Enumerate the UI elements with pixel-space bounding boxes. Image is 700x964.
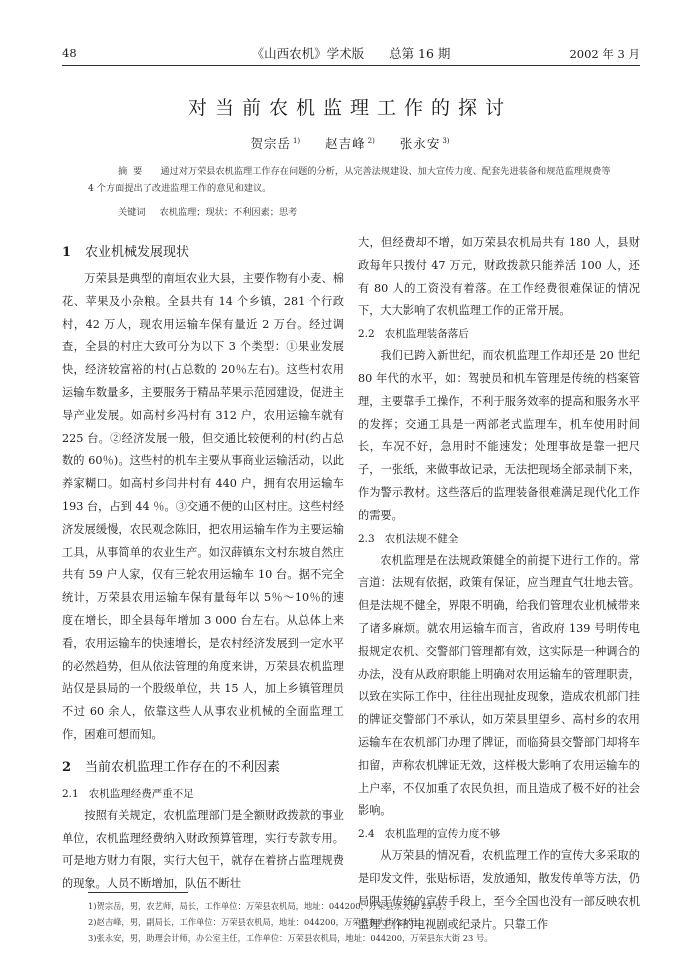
keywords (118, 204, 612, 218)
header-divider (62, 65, 640, 66)
footnotes (88, 898, 648, 946)
keywords-text: 农机监理；现状；不利因素；思考 (159, 207, 298, 218)
subsection-heading: 2.2 农机监理装备落后 (358, 328, 469, 341)
footnote: 1)贺宗岳，男，农艺师，局长，工作单位：万荣县农机局，地址：044200，万荣县东大街 23 号。 (88, 901, 452, 911)
footnote: 3)张永安，男，助理会计师，办公室主任，工作单位：万荣县农机局，地址：044200，万荣县东大街 23 号。 (88, 933, 493, 943)
author-list (0, 134, 700, 152)
paragraph: 农机监理是在法规政策健全的前提下进行工作的。常言道：法规有依据，政策有保证，应当理直气壮地去管。但是法规不健全，界限不明确，给我们管理农业机械带来了诸多麻烦。就农用运输车而言，省政府 139 号明传电报规定农机、交警部门管理都有效，这实际是一种调合的办法，没有从政府职能上明确对农用运输车的管理职责，以致在实际工作中，往往出现扯皮现象，造成农机部门挂的牌证交警部门不承认，如万荣县里望乡、高村乡的农用运输车在农机部门办理了牌证，而临猗县交警部门却将车扣留，声称农机牌证无效，这样极大影响了农用运输车的上户率，不仅加重了农民负担，而且造成了极不好的社会影响。 (358, 553, 640, 818)
section-heading: 1 农业机械发展现状 (62, 245, 190, 260)
abstract-text: 通过对万荣县农机监理工作存在问题的分析，从完善法规建设、加大宣传力度、配套先进装备和规范监理规费等 4 个方面提出了改进监理工作的意见和建议。 (88, 166, 611, 194)
left-column (62, 232, 344, 896)
page-number: 48 (62, 46, 77, 60)
section-heading: 2 当前农机监理工作存在的不利因素 (62, 759, 281, 775)
author: 赵吉峰 $^{2)}$ (325, 136, 375, 151)
footnote-divider (88, 892, 188, 893)
abstract (88, 163, 612, 197)
journal-title: 《山西农机》学术版 总第 16 期 (251, 46, 451, 61)
issue-date: 2002 年 3 月 (569, 47, 640, 61)
right-column (358, 232, 640, 936)
paragraph: 万荣县是典型的南垣农业大县，主要作物有小麦、棉花、苹果及小杂粮。全县共有 14 个乡镇，281 个行政村，42 万人，现农用运输车保有量近 2 万台。经过调查，全县的村庄大致可分为以下 3 个类型：①果业发展快，经济较富裕的村(占总数的 20％左右)。这些村农用运输车数量多，主要服务于精品苹果示范园建设，促进主导产业发展。如高村乡冯村有 312 户，农用运输车就有 225 台。②经济发展一般，但交通比较便利的村(约占总数的 60％)。这些村的机车主要从事商业运输活动，以此养家糊口。如高村乡闫井村有 440 户，拥有农用运输车 193 台，占到 44 ％。③交通不便的山区村庄。这些村经济发展缓慢，农民观念陈旧，把农用运输车作为主要运输工具，从事简单的农业生产。如汉薛镇东文村东坡自然庄共有 59 户人家，仅有三轮农用运输车 10 台。据不完全统计，万荣县农用运输车保有量每年以 5％～10％的速度在增长，即全县每年增加 3 000 台左右。从总体上来看，农用运输车的快速增长，是农村经济发展到一定水平的必然趋势，但从依法管理的角度来讲，万荣县农机监理站仅是县局的一个股级单位，共 15 人，加上乡镇管理员不过 60 余人，依靠这些人从事农业机械的全面监理工作，困难可想而知。 (62, 272, 344, 741)
subsection-heading: 2.1 农机监理经费严重不足 (62, 787, 194, 800)
subsection-heading: 2.3 农机法规不健全 (358, 532, 459, 545)
paragraph: 从万荣县的情况看，农机监理工作的宣传大多采取的是印发文件，张贴标语，发放通知，散发传单等方法，仍局限于传统的宣传手段上，至今全国也没有一部反映农机监理工作的电视剧或纪录片。只靠工作 (358, 849, 640, 931)
article-title: 对当前农机监理工作的探讨 (187, 97, 512, 119)
paragraph: 按照有关规定，农机监理部门是全额财政拨款的事业单位，农机监理经费纳入财政预算管理，实行专款专用。可是地方财力有限，实行大包干，就存在着挤占监理规费的现象。人员不断增加，队伍不断壮 (62, 808, 344, 891)
author: 贺宗岳 $^{1)}$ (250, 136, 301, 151)
paragraph: 大，但经费却不增，如万荣县农机局共有 180 人，县财政每年只拨付 47 万元，财政拨款只能养活 100 人，还有 80 人的工资没有着落。在工作经费很难保证的情况下，大大影响了农机监理工作的正常开展。 (358, 236, 640, 318)
page-header (62, 44, 640, 62)
abstract-label: 摘要 (118, 166, 149, 177)
paragraph: 我们已跨入新世纪，而农机监理工作却还是 20 世纪 80 年代的水平，如：驾驶员和机车管理是传统的档案管理，主要靠手工操作，不利于服务效率的提高和服务水平的发挥；交通工具是一两部老式监理车，机车使用时间长，车况不好，急用时不能速发；处理事故是靠一把尺子，一张纸，来做事故记录，无法把现场全部录制下来，作为警示教材。这些落后的监理装备很难满足现代化工作的需要。 (358, 349, 640, 522)
author: 张永安 $^{3)}$ (399, 136, 450, 151)
subsection-heading: 2.4 农机监理的宣传力度不够 (358, 828, 501, 841)
footnote: 2)赵吉峰，男，副局长，工作单位：万荣县农机局，地址：044200，万荣县东大街 23 号。 (88, 917, 427, 927)
keywords-label: 关键词 (118, 207, 146, 218)
